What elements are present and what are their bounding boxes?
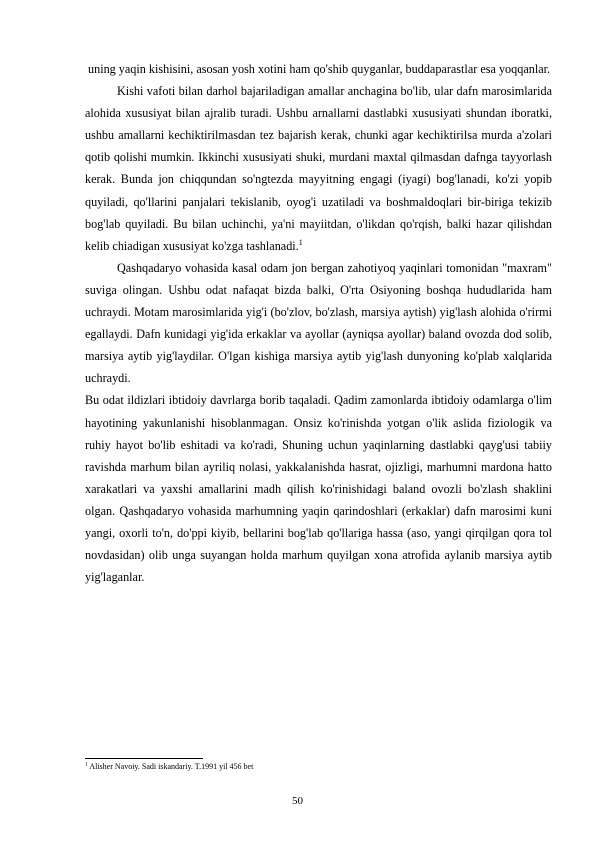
footnote [85, 762, 552, 772]
paragraph-qashqadaryo: Qashqadaryo vohasida kasal odam jon bergan zahotiyoq yaqinlari tomonidan "maxram" suviga olingan. Ushbu odat nafaqat bizda balki, O'rta Osiyoning boshqa hududlarida ham uchraydi. Motam marosimlarida yig'i (bo'zlov, bo'zlash, marsiya aytish) yig'lash alohida o'rirmi egallaydi. Dafn kunidagi yig'ida erkaklar va ayollar (ayniqsa ayollar) baland ovozda dod solib, marsiya aytib yig'laydilar. O'lgan kishiga marsiya aytib yig'lash dunyoning ko'plab xalqlarida uchraydi. [85, 260, 552, 386]
footnote-marker: 1 [85, 761, 88, 768]
paragraph-burial-rites-text: Kishi vafoti bilan darhol bajariladigan amallar anchagina bo'lib, ular dafn marosimlarida alohida xususiyat bilan ajralib turadi. Ushbu arnallarni dastlabki xususiyati shundan iboratki, ushbu amallarni kechiktirilmasdan tez bajarish kerak, chunki agar kechiktirilsa murda a'zolari qotib qolishi mumkin. Ikkinchi xususiyati shuki, murdani maxtal qilmasdan dafnga tayyorlash kerak. Bunda jon chiqqundan so'ngtezda mayyitning engagi (iyagi) bog'lanadi, ko'zi yopib quyiladi, qo'llarini panjalari tekislanib, oyog'i uzatiladi va boshmaldoqlari bir-biriga tekizib bog'lab quyiladi. Bu bilan uchinchi, ya'ni mayiitdan, o'likdan qo'rqish, balki hazar qilishdan kelib chiadigan xususiyat ko'zga tashlanadi. [85, 84, 552, 253]
paragraph-origins: Bu odat ildizlari ibtidoiy davrlarga borib taqaladi. Qadim zamonlarda ibtidoiy odamlarga o'lim hayotining yakunlanishi hisoblanmagan. Onsiz ko'rinishda yotgan o'lik aslida fiziologik va ruhiy hayot bo'lib eshitadi va ko'radi, Shuning uchun yaqinlarning dastlabki qayg'usi tabiiy ravishda marhum bilan ayriliq nolasi, yakkalanishda hasrat, ojizligi, marhumni mardona hatto xarakatlari va yaxshi amallarini madh qilish ko'rinishidagi baland ovozli bo'zlash shaklini olgan. Qashqadaryo vohasida marhumning yaqin qarindoshlari (erkaklar) dafn marosimi kuni yangi, oxorli to'n, do'ppi kiyib, bellarini bog'lab qo'llariga hassa (aso, yangi qirqilgan qora tol novdasidan) olib unga suyangan holda marhum quyilgan xona atrofida aylanib marsiya aytib yig'laganlar. [85, 393, 552, 585]
footnote-divider [85, 758, 203, 759]
footnote-text: Alisher Navoiy. Sadi iskandariy. T.1991 yil 456 bet [89, 762, 254, 771]
footnote-reference: 1 [298, 237, 303, 247]
paragraph-burial-rites [85, 80, 552, 257]
page-number: 50 [292, 795, 303, 807]
main-text [85, 58, 552, 588]
paragraph-continuation: uning yaqin kishisini, asosan yosh xotini ham qo'shib quyganlar, buddaparastlar esa yoqqanlar. [88, 62, 551, 76]
